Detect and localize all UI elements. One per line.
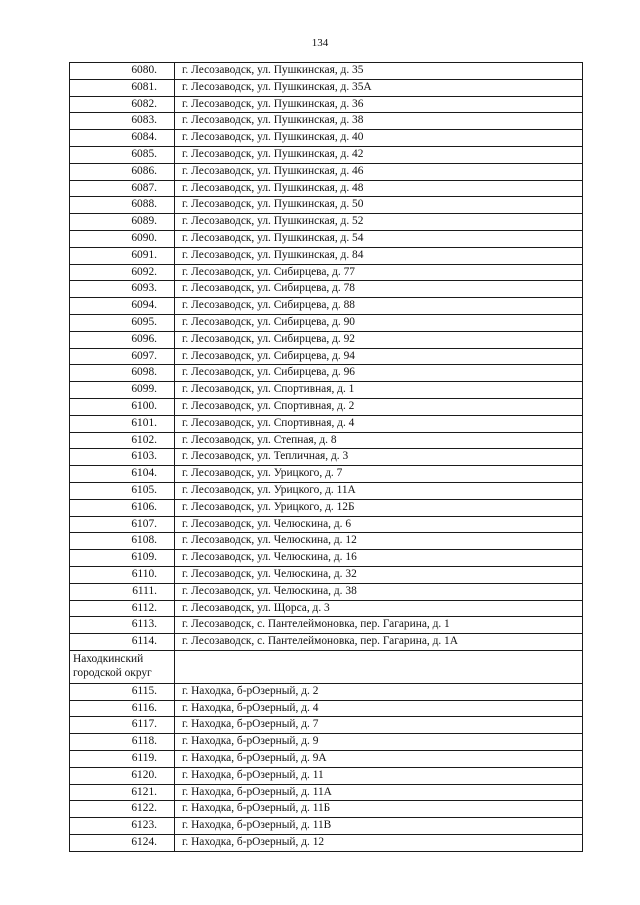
table-row	[70, 382, 583, 399]
row-address: г. Лесозаводск, ул. Челюскина, д. 38	[175, 583, 583, 600]
row-number: 6081.	[70, 79, 175, 96]
row-address: г. Лесозаводск, ул. Урицкого, д. 12Б	[175, 499, 583, 516]
row-address: г. Лесозаводск, ул. Урицкого, д. 7	[175, 466, 583, 483]
row-number: 6109.	[70, 550, 175, 567]
row-address: г. Находка, б-рОзерный, д. 2	[175, 683, 583, 700]
row-address: г. Лесозаводск, ул. Урицкого, д. 11А	[175, 482, 583, 499]
row-number: 6093.	[70, 281, 175, 298]
row-address: г. Находка, б-рОзерный, д. 11Б	[175, 801, 583, 818]
table-row	[70, 818, 583, 835]
row-number: 6103.	[70, 449, 175, 466]
row-number: 6123.	[70, 818, 175, 835]
row-number: 6122.	[70, 801, 175, 818]
table-row	[70, 784, 583, 801]
row-number: 6092.	[70, 264, 175, 281]
table-row	[70, 717, 583, 734]
row-number: 6100.	[70, 398, 175, 415]
row-number: 6119.	[70, 751, 175, 768]
table-row	[70, 432, 583, 449]
table-row	[70, 634, 583, 651]
row-number: 6114.	[70, 634, 175, 651]
row-number: 6104.	[70, 466, 175, 483]
row-address: г. Лесозаводск, ул. Пушкинская, д. 35А	[175, 79, 583, 96]
row-address: г. Находка, б-рОзерный, д. 9А	[175, 751, 583, 768]
section-title: Находкинский городской округ	[70, 650, 175, 683]
table-row	[70, 516, 583, 533]
table-row	[70, 230, 583, 247]
row-number: 6102.	[70, 432, 175, 449]
row-address: г. Находка, б-рОзерный, д. 12	[175, 835, 583, 852]
table-row	[70, 398, 583, 415]
table-row	[70, 63, 583, 80]
row-number: 6090.	[70, 230, 175, 247]
row-number: 6101.	[70, 415, 175, 432]
row-number: 6118.	[70, 734, 175, 751]
table-row	[70, 264, 583, 281]
row-number: 6113.	[70, 617, 175, 634]
row-number: 6116.	[70, 700, 175, 717]
row-number: 6117.	[70, 717, 175, 734]
page-number: 134	[311, 37, 329, 49]
table-row	[70, 146, 583, 163]
row-address: г. Лесозаводск, с. Пантелеймоновка, пер. Гагарина, д. 1	[175, 617, 583, 634]
address-table	[69, 62, 583, 852]
table-row	[70, 298, 583, 315]
row-number: 6120.	[70, 767, 175, 784]
table-row	[70, 449, 583, 466]
table-row	[70, 113, 583, 130]
table-row	[70, 801, 583, 818]
row-address: г. Лесозаводск, ул. Сибирцева, д. 94	[175, 348, 583, 365]
table-row	[70, 415, 583, 432]
table-row	[70, 499, 583, 516]
row-number: 6080.	[70, 63, 175, 80]
row-address: г. Лесозаводск, ул. Пушкинская, д. 42	[175, 146, 583, 163]
row-address: г. Лесозаводск, ул. Пушкинская, д. 84	[175, 247, 583, 264]
table-row	[70, 550, 583, 567]
row-number: 6112.	[70, 600, 175, 617]
table-row	[70, 180, 583, 197]
row-address: г. Лесозаводск, ул. Пушкинская, д. 54	[175, 230, 583, 247]
table-row	[70, 583, 583, 600]
section-empty-cell	[175, 650, 583, 683]
row-address: г. Лесозаводск, ул. Челюскина, д. 6	[175, 516, 583, 533]
row-address: г. Находка, б-рОзерный, д. 11В	[175, 818, 583, 835]
row-address: г. Лесозаводск, ул. Пушкинская, д. 48	[175, 180, 583, 197]
row-number: 6084.	[70, 130, 175, 147]
row-number: 6083.	[70, 113, 175, 130]
row-address: г. Лесозаводск, ул. Сибирцева, д. 96	[175, 365, 583, 382]
row-address: г. Лесозаводск, ул. Пушкинская, д. 52	[175, 214, 583, 231]
row-address: г. Лесозаводск, ул. Пушкинская, д. 36	[175, 96, 583, 113]
table-row	[70, 767, 583, 784]
row-address: г. Лесозаводск, ул. Сибирцева, д. 88	[175, 298, 583, 315]
table-row	[70, 533, 583, 550]
row-address: г. Лесозаводск, ул. Тепличная, д. 3	[175, 449, 583, 466]
row-number: 6096.	[70, 331, 175, 348]
row-number: 6087.	[70, 180, 175, 197]
table-row	[70, 566, 583, 583]
table-row	[70, 197, 583, 214]
section-row	[70, 650, 583, 683]
row-address: г. Лесозаводск, ул. Пушкинская, д. 50	[175, 197, 583, 214]
row-number: 6121.	[70, 784, 175, 801]
row-address: г. Лесозаводск, ул. Сибирцева, д. 77	[175, 264, 583, 281]
row-address: г. Лесозаводск, ул. Пушкинская, д. 38	[175, 113, 583, 130]
table-row	[70, 683, 583, 700]
row-number: 6124.	[70, 835, 175, 852]
table-row	[70, 79, 583, 96]
table-row	[70, 482, 583, 499]
row-address: г. Лесозаводск, ул. Спортивная, д. 1	[175, 382, 583, 399]
table-row	[70, 163, 583, 180]
row-address: г. Лесозаводск, с. Пантелеймоновка, пер. Гагарина, д. 1А	[175, 634, 583, 651]
row-address: г. Лесозаводск, ул. Щорса, д. 3	[175, 600, 583, 617]
table-row	[70, 281, 583, 298]
row-number: 6110.	[70, 566, 175, 583]
row-number: 6088.	[70, 197, 175, 214]
table-row	[70, 314, 583, 331]
table-row	[70, 700, 583, 717]
row-number: 6086.	[70, 163, 175, 180]
table-row	[70, 751, 583, 768]
row-address: г. Лесозаводск, ул. Челюскина, д. 32	[175, 566, 583, 583]
row-address: г. Находка, б-рОзерный, д. 4	[175, 700, 583, 717]
row-address: г. Лесозаводск, ул. Пушкинская, д. 35	[175, 63, 583, 80]
table-row	[70, 214, 583, 231]
row-address: г. Находка, б-рОзерный, д. 7	[175, 717, 583, 734]
row-address: г. Лесозаводск, ул. Степная, д. 8	[175, 432, 583, 449]
table-row	[70, 466, 583, 483]
table-row	[70, 835, 583, 852]
row-address: г. Лесозаводск, ул. Спортивная, д. 4	[175, 415, 583, 432]
row-number: 6097.	[70, 348, 175, 365]
row-number: 6082.	[70, 96, 175, 113]
row-number: 6095.	[70, 314, 175, 331]
table-row	[70, 96, 583, 113]
row-address: г. Находка, б-рОзерный, д. 11А	[175, 784, 583, 801]
row-number: 6099.	[70, 382, 175, 399]
row-address: г. Находка, б-рОзерный, д. 9	[175, 734, 583, 751]
row-number: 6094.	[70, 298, 175, 315]
table-row	[70, 734, 583, 751]
row-number: 6091.	[70, 247, 175, 264]
row-address: г. Лесозаводск, ул. Челюскина, д. 12	[175, 533, 583, 550]
row-address: г. Лесозаводск, ул. Пушкинская, д. 46	[175, 163, 583, 180]
row-address: г. Лесозаводск, ул. Пушкинская, д. 40	[175, 130, 583, 147]
row-number: 6106.	[70, 499, 175, 516]
row-address: г. Находка, б-рОзерный, д. 11	[175, 767, 583, 784]
table-row	[70, 331, 583, 348]
row-number: 6108.	[70, 533, 175, 550]
table-row	[70, 600, 583, 617]
row-number: 6115.	[70, 683, 175, 700]
row-address: г. Лесозаводск, ул. Челюскина, д. 16	[175, 550, 583, 567]
row-number: 6098.	[70, 365, 175, 382]
table-row	[70, 348, 583, 365]
table-row	[70, 247, 583, 264]
table-row	[70, 365, 583, 382]
row-number: 6105.	[70, 482, 175, 499]
table-row	[70, 617, 583, 634]
row-address: г. Лесозаводск, ул. Сибирцева, д. 78	[175, 281, 583, 298]
row-number: 6111.	[70, 583, 175, 600]
row-address: г. Лесозаводск, ул. Спортивная, д. 2	[175, 398, 583, 415]
row-address: г. Лесозаводск, ул. Сибирцева, д. 92	[175, 331, 583, 348]
row-address: г. Лесозаводск, ул. Сибирцева, д. 90	[175, 314, 583, 331]
row-number: 6085.	[70, 146, 175, 163]
address-table-body	[70, 63, 583, 852]
row-number: 6089.	[70, 214, 175, 231]
row-number: 6107.	[70, 516, 175, 533]
table-row	[70, 130, 583, 147]
